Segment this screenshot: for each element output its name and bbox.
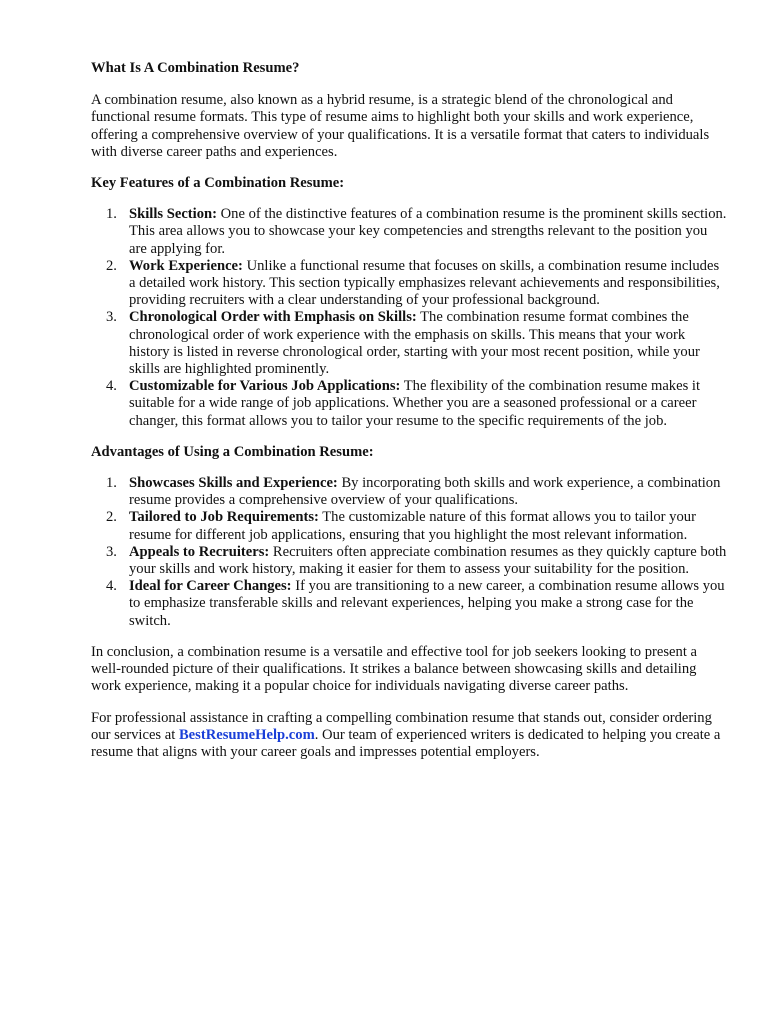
feature-item — [91, 206, 727, 258]
advantage-text: The customizable nature of this format allows you to tailor your resume for different job applications, ensuring that you highlight the most relevant information. — [129, 509, 696, 543]
advantages-heading: Advantages of Using a Combination Resume: — [91, 443, 374, 460]
advantage-item — [91, 509, 727, 543]
feature-text: Unlike a functional resume that focuses on skills, a combination resume includes a detailed work history. This section typically emphasizes relevant achievements and responsibilities, providing recruiters with a clear understanding of your professional background. — [129, 257, 720, 309]
best-resume-help-link[interactable]: BestResumeHelp.com — [178, 726, 315, 743]
advantage-item — [91, 578, 727, 630]
cta-paragraph — [91, 710, 727, 762]
advantage-item — [91, 544, 727, 578]
feature-item — [91, 258, 727, 310]
feature-text: One of the distinctive features of a combination resume is the prominent skills section. This area allows you to showcase your key competencies and strengths relevant to the position you are applying for. — [129, 206, 727, 257]
advantages-list — [91, 475, 727, 630]
list-number: 2. — [106, 257, 117, 274]
document-page — [91, 60, 727, 761]
feature-term: Skills Section: — [129, 206, 217, 223]
intro-paragraph: A combination resume, also known as a hybrid resume, is a strategic blend of the chronological and functional resume formats. This type of resume aims to highlight both your skills and work experience, offering a comprehensive overview of your qualifications. It is a versatile format that caters to individuals with diverse career paths and experiences. — [91, 92, 710, 160]
list-number: 3. — [106, 309, 117, 326]
advantage-item — [91, 475, 727, 509]
list-number: 2. — [106, 509, 117, 526]
advantage-term: Tailored to Job Requirements: — [129, 509, 319, 526]
feature-item — [91, 378, 727, 430]
advantage-text: By incorporating both skills and work experience, a combination resume provides a comprehensive overview of your qualifications. — [129, 475, 721, 509]
advantage-text: Recruiters often appreciate combination resumes as they quickly capture both your skills and work history, making it easier for them to assess your suitability for the position. — [129, 543, 727, 578]
feature-item — [91, 309, 727, 378]
features-heading: Key Features of a Combination Resume: — [91, 175, 345, 192]
advantage-term: Ideal for Career Changes: — [129, 578, 292, 595]
advantage-text: If you are transitioning to a new career, a combination resume allows you to emphasize transferable skills and relevant experiences, helping you make a strong case for the switch. — [129, 578, 725, 629]
list-number: 1. — [106, 475, 117, 492]
cta-text-after: . Our team of experienced writers is dedicated to helping you create a resume that aligns with your career goals and impresses potential employers. — [91, 726, 721, 760]
feature-term: Chronological Order with Emphasis on Skills: — [129, 309, 417, 326]
list-number: 1. — [106, 206, 117, 223]
advantage-term: Appeals to Recruiters: — [129, 543, 270, 560]
conclusion-paragraph: In conclusion, a combination resume is a versatile and effective tool for job seekers looking to present a well-rounded picture of their qualifications. It strikes a balance between showcasing skills and detailing work experience, making it a popular choice for individuals navigating diverse career paths. — [91, 643, 697, 695]
list-number: 4. — [106, 378, 117, 395]
document-title: What Is A Combination Resume? — [91, 60, 300, 76]
feature-term: Work Experience: — [129, 257, 243, 274]
advantage-term: Showcases Skills and Experience: — [129, 475, 338, 492]
features-list — [91, 206, 727, 430]
list-number: 4. — [106, 578, 117, 595]
feature-text: The combination resume format combines the chronological order of work experience with the emphasis on skills. This means that your work history is listed in reverse chronological order, starting with your most recent position, while your skills are highlighted prominently. — [129, 309, 700, 378]
feature-term: Customizable for Various Job Applications: — [129, 378, 401, 395]
list-number: 3. — [106, 543, 117, 560]
feature-text: The flexibility of the combination resume makes it suitable for a wide range of job applications. Whether you are a seasoned professional or a career changer, this format allows you to tailor your resume to the specific requirements of the job. — [129, 378, 701, 429]
cta-text-before: For professional assistance in crafting a compelling combination resume that stands out, consider ordering our services at — [91, 709, 712, 743]
